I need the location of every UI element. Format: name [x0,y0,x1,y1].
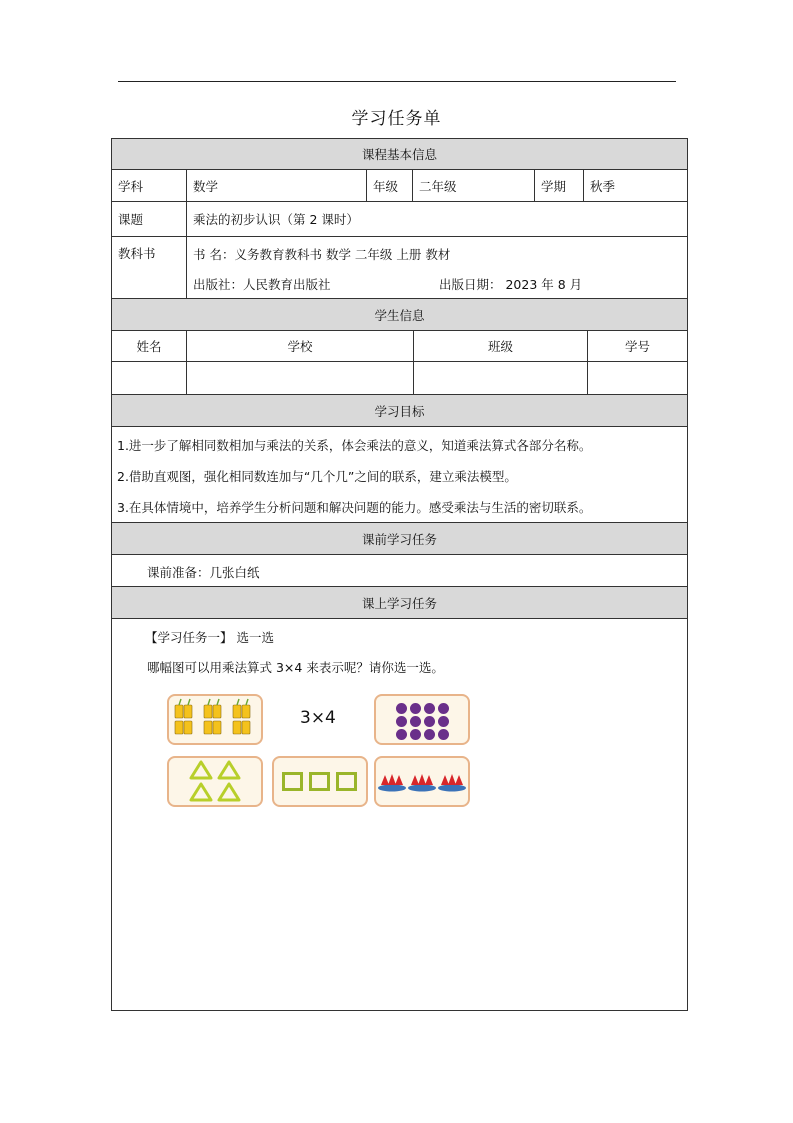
square-icon [309,772,330,791]
purple-dot-icon [410,729,421,740]
goals-header [112,395,687,427]
purple-dot-icon [424,729,435,740]
triangles-icon [169,758,261,805]
course-info-header-label: 课程基本信息 [361,147,437,162]
option-purple-dots-card[interactable] [374,694,470,745]
goal-item-3: 3.在具体情境中，培养学生分析问题和解决问题的能力。感受乘法与生活的密切联系。 [117,500,592,515]
student-name-header: 姓名 [112,331,187,361]
book-name-line: 书 名：义务教育教科书 数学 二年级 上册 教材 [193,247,451,262]
option-juice-cups-card[interactable] [167,694,263,745]
student-school-field[interactable] [187,362,414,394]
student-id-field[interactable] [588,362,687,394]
task-sheet-table [111,138,688,1011]
pre-task-text: 课前准备：几张白纸 [147,565,260,580]
subject-value: 数学 [187,170,367,201]
class-task-header [112,587,687,619]
student-info-header [112,299,687,331]
purple-dot-icon [396,729,407,740]
term-value: 秋季 [590,178,616,194]
textbook-row [112,237,687,299]
task-one-title: 【学习任务一】 选一选 [145,630,274,645]
page-title: 学习任务单 [351,109,442,129]
topic-row [112,202,687,237]
grade-label: 年级 [367,170,413,201]
goals-body [112,427,687,523]
formula-3x4: 3×4 [300,708,336,728]
topic-value: 乘法的初步认识（第 2 课时） [193,212,359,227]
pre-task-header-label: 课前学习任务 [361,531,437,547]
student-columns-row [112,331,687,362]
purple-dot-icon [438,729,449,740]
publish-date-line: 出版日期： 2023 年 8 月 [439,277,583,292]
publisher-line: 出版社：人民教育出版社 [193,277,331,292]
square-icon [282,772,303,791]
pre-task-header [112,523,687,555]
grade-value: 二年级 [413,170,535,201]
purple-dot-icon [396,716,407,727]
option-squares-card[interactable] [272,756,368,807]
purple-dot-icon [424,716,435,727]
goals-header-label: 学习目标 [374,403,425,419]
option-fruit-plates-card[interactable] [374,756,470,807]
student-input-row [112,362,687,395]
fruit-plates-icon [376,758,468,805]
option-triangles-card[interactable] [167,756,263,807]
term-label: 学期 [535,170,584,201]
goal-item-1: 1.进一步了解相同数相加与乘法的关系，体会乘法的意义，知道乘法算式各部分名称。 [117,438,592,453]
purple-dot-icon [410,703,421,714]
goal-item-2: 2.借助直观图，强化相同数连加与“几个几”之间的联系，建立乘法模型。 [117,469,517,484]
class-task-body [112,619,687,1010]
juice-cups-icon [169,696,261,743]
pre-task-body [112,555,687,587]
purple-dot-icon [424,703,435,714]
purple-dot-icon [438,716,449,727]
student-name-field[interactable] [112,362,187,394]
student-class-field[interactable] [414,362,588,394]
subject-row [112,170,687,202]
textbook-label: 教科书 [112,237,187,298]
student-school-header: 学校 [187,331,414,361]
header-rule [118,81,676,82]
purple-dot-icon [438,703,449,714]
task-one-question: 哪幅图可以用乘法算式 3×4 来表示呢？请你选一选。 [147,660,444,675]
subject-label: 学科 [112,170,187,201]
student-id-header: 学号 [624,339,650,354]
course-info-header [112,139,687,170]
purple-dot-icon [396,703,407,714]
topic-label: 课题 [112,202,187,236]
student-info-header-label: 学生信息 [374,307,425,323]
square-icon [336,772,357,791]
student-class-header: 班级 [414,331,588,361]
class-task-header-label: 课上学习任务 [361,595,437,611]
purple-dot-icon [410,716,421,727]
